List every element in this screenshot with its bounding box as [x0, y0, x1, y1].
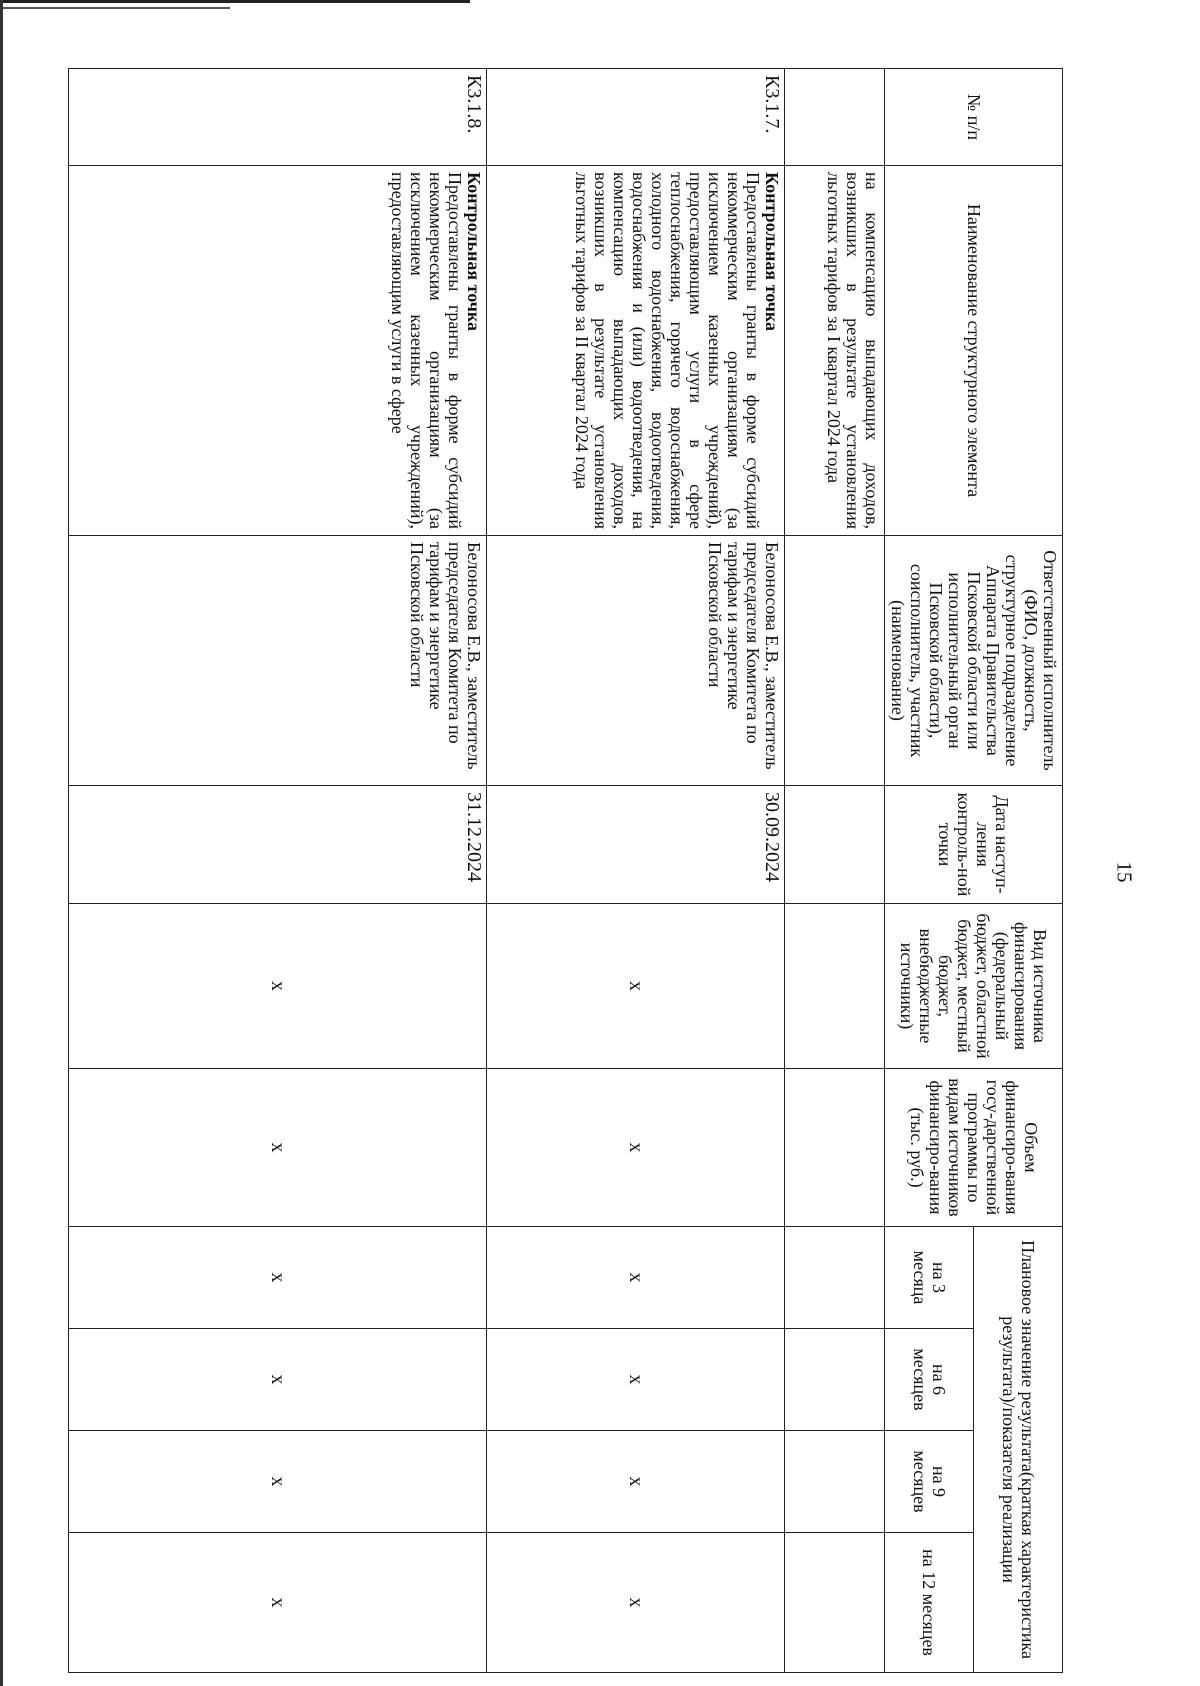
scan-edge-line — [0, 0, 470, 3]
row-m6 — [785, 1329, 885, 1431]
header-source: Вид источника финансирования (федеральный бюджет, областной бюджет, местный бюджет, внебюджетные источники) — [885, 904, 1063, 1069]
table-row — [487, 69, 785, 1673]
row-volume: x — [487, 1069, 785, 1227]
table-row — [69, 69, 487, 1673]
row-date — [785, 786, 885, 904]
row-num: К3.1.8. — [69, 69, 487, 166]
row-name — [785, 166, 885, 536]
header-m6: на 6 месяцев — [885, 1329, 974, 1431]
row-name — [69, 166, 487, 536]
row-m6: x — [487, 1329, 785, 1431]
row-m9: x — [487, 1431, 785, 1533]
row-date: 31.12.2024 — [69, 786, 487, 904]
row-m3: x — [69, 1227, 487, 1329]
row-responsible: Белоносова Е.В., заместитель председателя Комитета по тарифам и энергетике Псковской области — [69, 536, 487, 786]
row-title: Контрольная точка — [762, 172, 782, 331]
row-m3 — [785, 1227, 885, 1329]
header-num: № п/п — [885, 69, 1063, 166]
row-name-text: Предоставлены гранты в форме субсидий некоммерческим организациям (за исключением казенных учреждений), предоставляющим услуги в сфере — [388, 172, 465, 529]
header-plan-group: Плановое значение результата(краткая характеристика результата)/показателя реализации — [974, 1227, 1063, 1673]
row-num — [785, 69, 885, 166]
scan-edge-line-2 — [0, 7, 230, 9]
row-responsible: Белоносова Е.В., заместитель председателя Комитета по тарифам и энергетике Псковской области — [487, 536, 785, 786]
row-m9 — [785, 1431, 885, 1533]
row-name — [487, 166, 785, 536]
row-m12: x — [487, 1533, 785, 1673]
row-source: x — [487, 904, 785, 1069]
row-date: 30.09.2024 — [487, 786, 785, 904]
row-source: x — [69, 904, 487, 1069]
table-row — [785, 69, 885, 1673]
rotated-table-frame — [156, 68, 1063, 1672]
row-volume — [785, 1069, 885, 1227]
row-m9: x — [69, 1431, 487, 1533]
row-volume: x — [69, 1069, 487, 1227]
control-points-table — [68, 68, 1063, 1673]
row-m12 — [785, 1533, 885, 1673]
row-responsible — [785, 536, 885, 786]
row-m6: x — [69, 1329, 487, 1431]
header-row-1 — [974, 69, 1063, 1673]
page-number: 15 — [1112, 861, 1137, 883]
scan-edge-left — [0, 0, 3, 1686]
row-m3: x — [487, 1227, 785, 1329]
header-responsible: Ответственный исполнитель (ФИО, должность, структурное подразделение Аппарата Правительства Псковской области или исполнительный орган Псковской области), соисполнитель, участник (наименование) — [885, 536, 1063, 786]
header-name: Наименование структурного элемента — [885, 166, 1063, 536]
header-m9: на 9 месяцев — [885, 1431, 974, 1533]
row-name-text: Предоставлены гранты в форме субсидий некоммерческим организациям (за исключением казенных учреждений), предоставляющим услуги в сфере теплоснабжения, горячего водоснабжения, холодного водоснабжения, водоотведения, водоснабжения и (или) водоотведения, на компенсацию выпадающих доходов, возникших в результате установления льготных тарифов за II квартал 2024 года — [572, 172, 763, 529]
header-date: Дата наступ-ления контроль-ной точки — [885, 786, 1063, 904]
row-num: К3.1.7. — [487, 69, 785, 166]
row-name-text: на компенсацию выпадающих доходов, возникших в результате установления льготных тарифов за I квартал 2024 года — [824, 172, 882, 529]
header-volume: Объем финансиро-вания госу-дарственной программы по видам источников финансиро-вания (тыс. руб.) — [885, 1069, 1063, 1227]
header-m3: на 3 месяца — [885, 1227, 974, 1329]
row-m12: x — [69, 1533, 487, 1673]
row-source — [785, 904, 885, 1069]
row-title: Контрольная точка — [464, 172, 484, 331]
header-m12: на 12 месяцев — [885, 1533, 974, 1673]
